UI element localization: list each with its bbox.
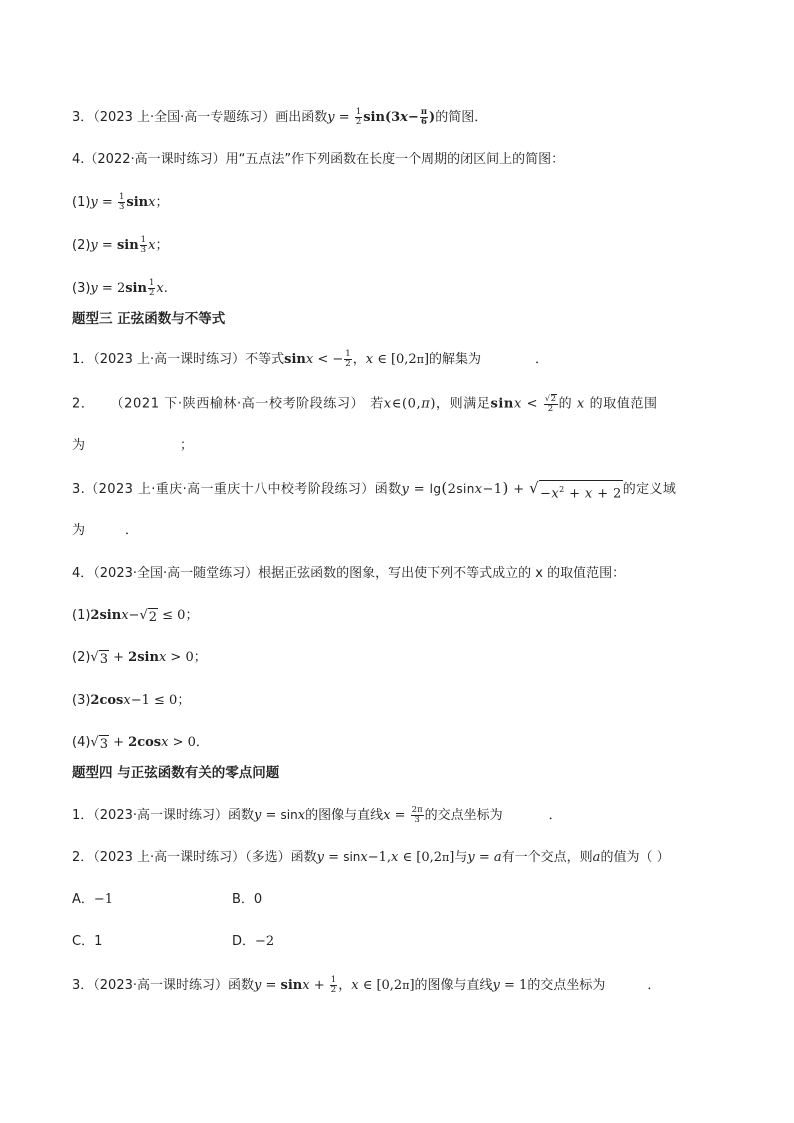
sub-item-3: (3)y = 2sin $\frac{1}{2}$ x. [72, 278, 168, 298]
sub-item-1: (1)2sinx− √ 2 ≤ 0； [72, 608, 199, 625]
question-s4-q1: 1．（2023·高一课时练习）函数y = sinx的图像与直线x = $\frac{2\pi}{3}$ 的交点坐标为 ． [72, 805, 562, 825]
fraction: $\frac{1}{2}$ [355, 107, 362, 127]
question-s3-q2: 2． （2021 下·陕西榆林·高一校考阶段练习） 若x∈(0,π)，则满足sinx < √ 2 2 的 x 的取值范围 [72, 394, 658, 414]
sub-item-1: (1)y = $\frac{1}{3}$ sinx； [72, 192, 169, 212]
question-s2-q3: 3．（2023 上·全国·高一专题练习）画出函数y = $\frac{1}{2}$ sin(3x− $\frac{\pi}{6}$ )的简图． [72, 107, 488, 127]
math-formula: y [327, 110, 335, 125]
section-heading-3: 题型三 正弦函数与不等式 [72, 311, 226, 327]
sub-item-3: (3)2cosx−1 ≤ 0； [72, 693, 191, 708]
question-s4-q2: 2．（2023 上·高一课时练习）（多选）函数y = sinx−1,x ∈ [0,2π]与y = a有一个交点，则a的值为（ ） [72, 850, 670, 865]
sub-item-2: (2) √ 3 + 2sinx > 0； [72, 650, 207, 667]
option-d: D．−2 [232, 934, 275, 949]
option-c: C．1 [72, 934, 103, 949]
question-s3-q3: 3.（2023 上·重庆·高一重庆十八中校考阶段练习）函数y = lg(2sinx−1) + √ $-x^2 + x + 2$ 的定义域 [72, 479, 677, 502]
sub-item-2: (2)y = sin $\frac{1}{3}$ x； [72, 235, 169, 255]
question-s2-q4: 4.（2022·高一课时练习）用“五点法”作下列函数在长度一个周期的闭区间上的简图： [72, 152, 565, 167]
question-s3-q1: 1．（2023 上·高一课时练习）不等式sinx < − $\frac{1}{2}$ ，x ∈ [0,2π]的解集为 ． [72, 349, 549, 369]
option-b: B．0 [232, 892, 263, 907]
section-heading-4: 题型四 与正弦函数有关的零点问题 [72, 765, 280, 781]
math-formula: sin(3x− $\frac{\pi}{6}$ ) [363, 107, 436, 127]
question-s3-q4: 4．（2023·全国·高一随堂练习）根据正弦函数的图象，写出使下列不等式成立的 x 的取值范围： [72, 566, 626, 581]
sub-item-4: (4) √ 3 + 2cosx > 0． [72, 735, 209, 752]
option-a: A．−1 [72, 892, 114, 907]
question-s3-q3-line2: 为 ． [72, 523, 139, 538]
question-s3-q2-line2: 为 ； [72, 438, 194, 453]
question-s4-q3: 3．（2023·高一课时练习）函数y = sinx + $\frac{1}{2}$ ，x ∈ [0,2π]的图像与直线y = 1的交点坐标为 ． [72, 975, 661, 995]
